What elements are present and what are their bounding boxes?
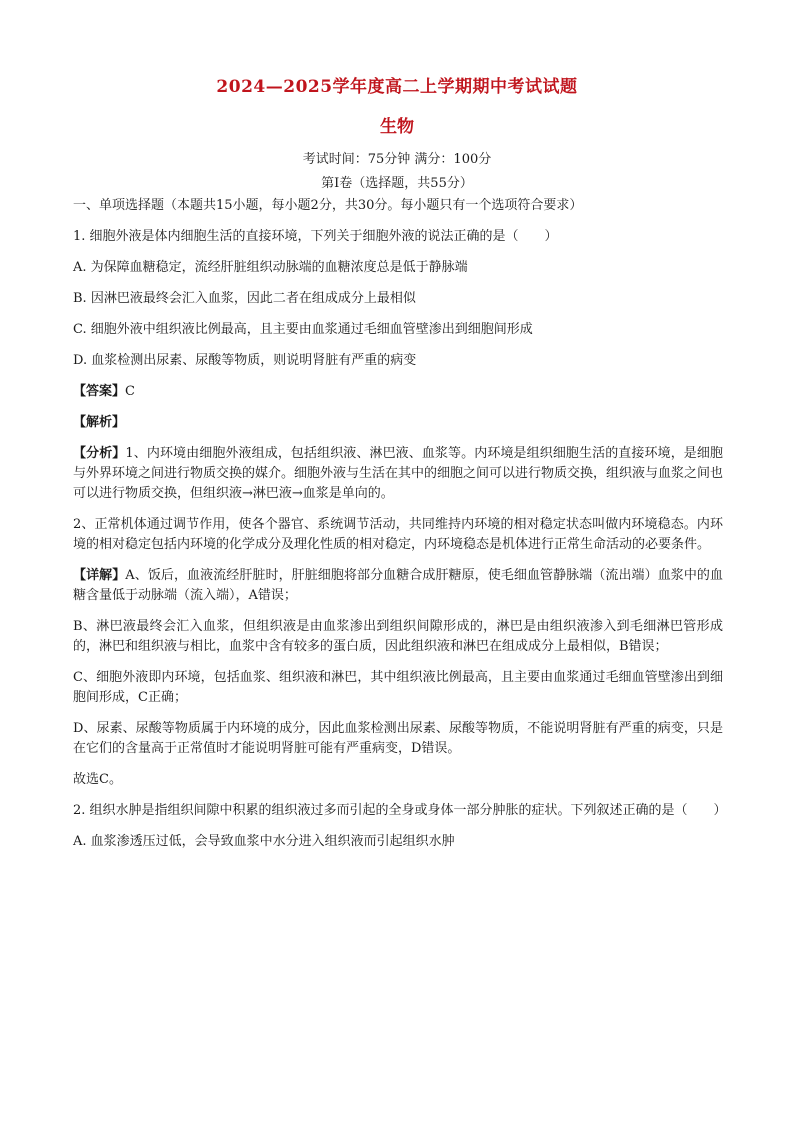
detail-label: 【详解】	[73, 568, 126, 583]
detail-paragraph-a: 【详解】A、饭后，血液流经肝脏时，肝脏细胞将部分血糖合成肝糖原，使毛细血管静脉端（流出端）血浆中的血糖含量低于动脉端（流入端），A错误；	[73, 568, 723, 603]
document-body	[73, 196, 727, 852]
analysis-label: 【分析】	[73, 446, 126, 461]
answer-value: C	[125, 384, 135, 399]
question-1-answer	[73, 382, 723, 402]
analysis-paragraph-2: 2、正常机体通过调节作用，使各个器官、系统调节活动，共同维持内环境的相对稳定状态叫做内环境稳态。内环境的相对稳定包括内环境的化学成分及理化性质的相对稳定，内环境稳态是机体进行正常生命活动的必要条件。	[73, 517, 723, 552]
detail-paragraph-b: B、淋巴液最终会汇入血浆，但组织液是由血浆渗出到组织间隙形成的，淋巴是由组织液渗入到毛细淋巴管形成的，淋巴和组织液与相比，血浆中含有较多的蛋白质，因此组织液和淋巴在组成成分上最相似，B错误；	[73, 619, 723, 654]
detail-paragraph-c: C、细胞外液即内环境，包括血浆、组织液和淋巴，其中组织液比例最高，且主要由血浆通过毛细血管壁渗出到细胞间形成，C正确；	[73, 670, 723, 705]
conclusion: 故选C。	[73, 772, 122, 787]
volume-heading: 第Ⅰ卷（选择题，共55分）	[321, 176, 473, 191]
question-1-option-d: D. 血浆检测出尿素、尿酸等物质，则说明肾脏有严重的病变	[73, 353, 417, 368]
analysis-paragraph-1: 【分析】1、内环境由细胞外液组成，包括组织液、淋巴液、血浆等。内环境是组织细胞生活的直接环境，是细胞与外界环境之间进行物质交换的媒介。细胞外液与生活在其中的细胞之间可以进行物质交换，组织液与血浆之间也可以进行物质交换，但组织液→淋巴液→血浆是单向的。	[73, 446, 724, 501]
detail-paragraph-d: D、尿素、尿酸等物质属于内环境的成分，因此血浆检测出尿素、尿酸等物质，不能说明肾脏有严重的病变，只是在它们的含量高于正常值时才能说明肾脏可能有严重病变，D错误。	[73, 721, 723, 756]
question-1-option-b: B. 因淋巴液最终会汇入血浆，因此二者在组成成分上最相似	[73, 291, 416, 306]
question-1-option-c: C. 细胞外液中组织液比例最高，且主要由血浆通过毛细血管壁渗出到细胞间形成	[73, 322, 533, 337]
subject-title: 生物	[380, 117, 414, 137]
question-1-stem: 1. 细胞外液是体内细胞生活的直接环境，下列关于细胞外液的说法正确的是（ ）	[73, 229, 558, 244]
answer-tag: 【答案】	[73, 384, 126, 399]
exam-info: 考试时间：75分钟 满分：100分	[302, 152, 492, 167]
question-1-option-a: A. 为保障血糖稳定，流经肝脏组织动脉端的血糖浓度总是低于静脉端	[73, 260, 468, 275]
section-heading: 一、单项选择题（本题共15小题，每小题2分，共30分。每小题只有一个选项符合要求）	[73, 198, 583, 213]
page-title: 2024—2025学年度高二上学期期中考试试题	[216, 77, 578, 97]
question-2-stem: 2. 组织水肿是指组织间隙中积累的组织液过多而引起的全身或身体一部分肿胀的症状。下列叙述正确的是（ ）	[73, 803, 727, 818]
analysis-tag: 【解析】	[73, 415, 126, 430]
question-2-option-a: A. 血浆渗透压过低，会导致血浆中水分进入组织液而引起组织水肿	[73, 834, 455, 849]
